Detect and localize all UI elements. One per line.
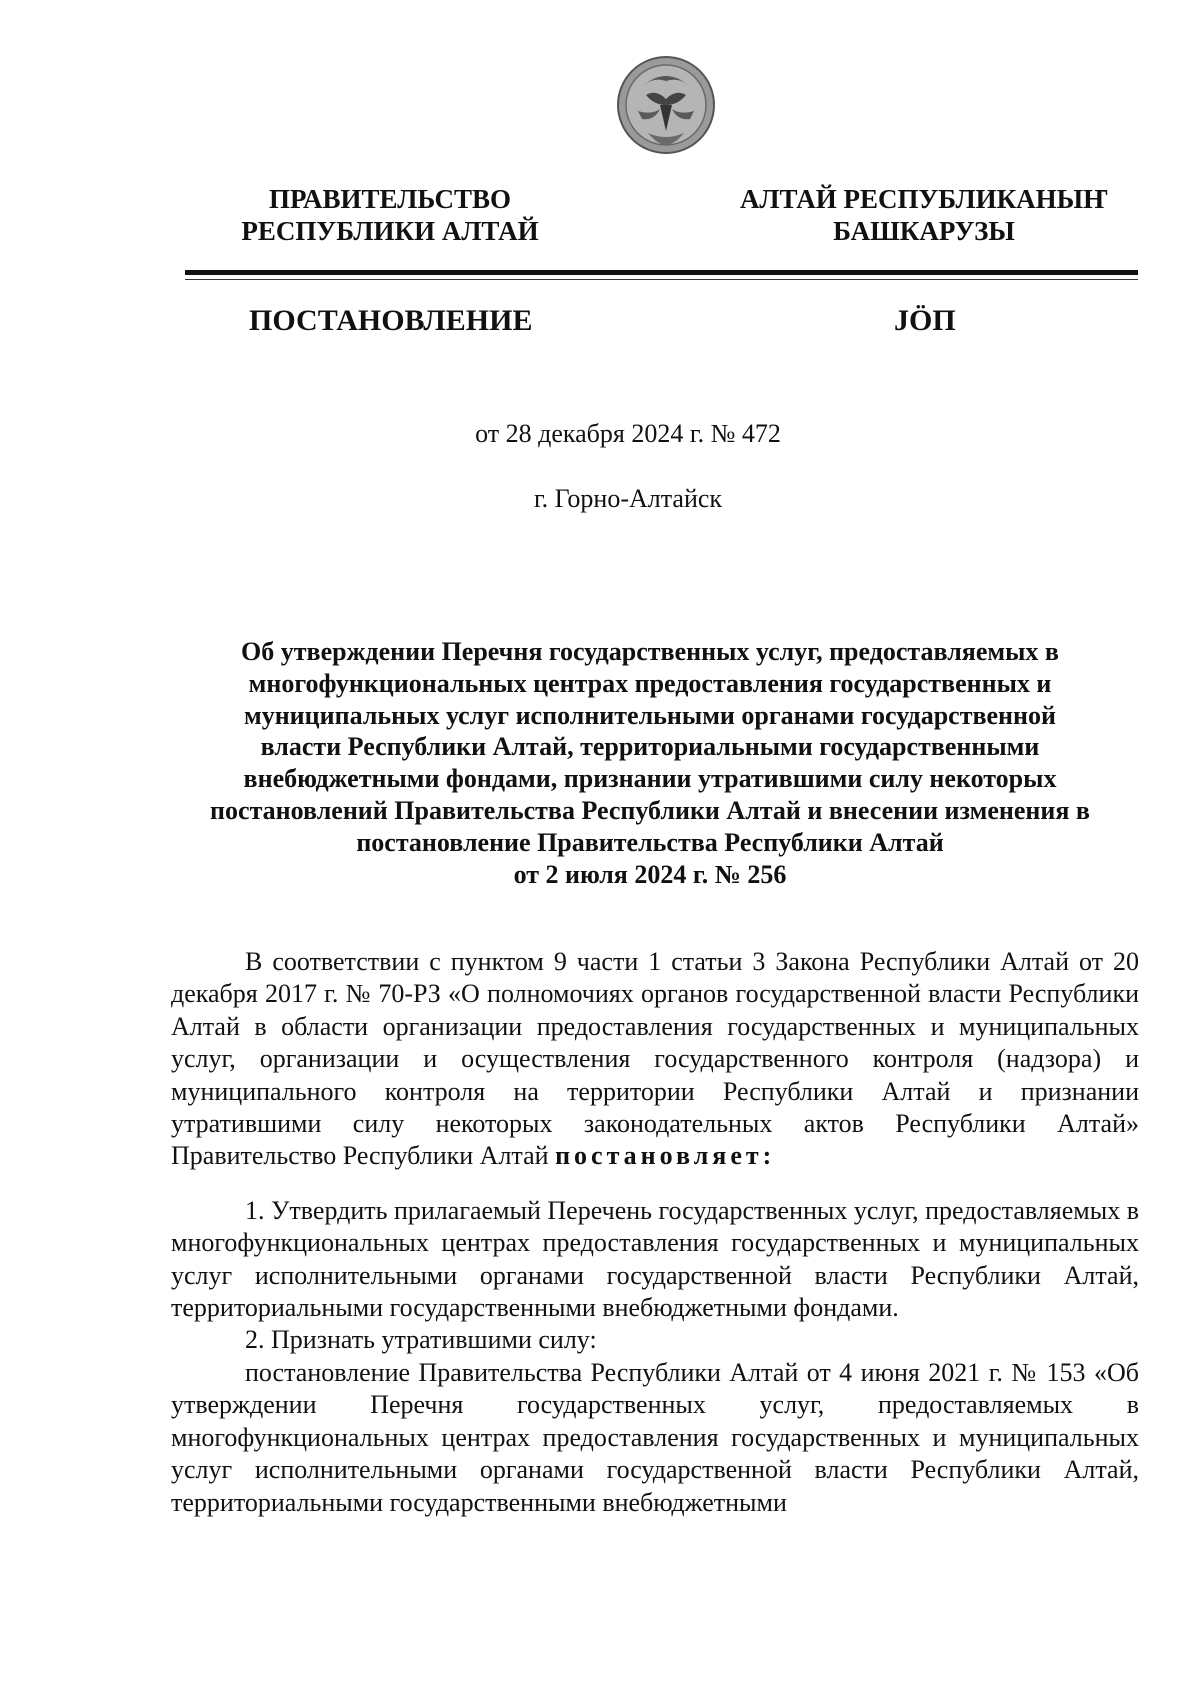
doc-type-altai: JÖП [894, 304, 956, 337]
repealed-act-paragraph: постановление Правительства Республики Алтай от 4 июня 2021 г. № 153 «Об утверждении Перечня государственных услуг, предоставляемых в многофункциональных центрах предоставления государственных и муниципальных услуг исполнительными органами государственной власти Республики Алтай, территориальными государственными внебюджетными [171, 1357, 1139, 1517]
header-right-line-2: БАШКАРУЗЫ [833, 216, 1015, 246]
government-name-altai [714, 183, 1134, 247]
header-right-line-1: АЛТАЙ РЕСПУБЛИКАНЫҤ [739, 184, 1109, 214]
title-line: Об утверждении Перечня государственных услуг, предоставляемых в [241, 637, 1059, 666]
government-name-russian [220, 183, 560, 247]
title-line: внебюджетными фондами, признании утратившими силу некоторых [243, 764, 1057, 794]
header-divider-thick [185, 270, 1138, 275]
title-line: постановление Правительства Республики Алтай [356, 827, 944, 857]
clause-1-paragraph: 1. Утвердить прилагаемый Перечень государственных услуг, предоставляемых в многофункциональных центрах предоставления государственных и муниципальных услуг исполнительными органами государственной власти Республики Алтай, территориальными государственными внебюджетными фондами. [171, 1195, 1139, 1323]
title-line: власти Республики Алтай, территориальными государственными [260, 732, 1040, 762]
resolves-keyword: постановляет: [555, 1141, 776, 1171]
header-left-line-2: РЕСПУБЛИКИ АЛТАЙ [241, 216, 539, 246]
document-date-number: от 28 декабря 2024 г. № 472 [475, 419, 781, 448]
title-line: муниципальных услуг исполнительными органами государственной [243, 700, 1057, 730]
document-title [170, 636, 1130, 890]
preamble-paragraph [171, 946, 1139, 1173]
document-body [171, 946, 1139, 1519]
title-line: многофункциональных центрах предоставления государственных и [248, 668, 1052, 698]
doc-type-russian: ПОСТАНОВЛЕНИЕ [249, 304, 533, 337]
preamble-text: В соответствии с пунктом 9 части 1 статьи 3 Закона Республики Алтай от 20 декабря 2017 г. № 70-РЗ «О полномочиях органов государственной власти Республики Алтай в области организации предоставления государственных и муниципальных услуг, организации и осуществления государственного контроля (надзора) и муниципального контроля на территории Республики Алтай и признании утратившими силу некоторых законодательных актов Республики Алтай» Правительство Республики Алтай [171, 947, 1139, 1171]
title-line: от 2 июля 2024 г. № 256 [513, 859, 787, 889]
document-city: г. Горно-Алтайск [533, 484, 723, 513]
clause-2-paragraph: 2. Признать утратившими силу: [245, 1325, 597, 1355]
coat-of-arms-icon [616, 55, 716, 155]
header-divider-thin [185, 279, 1138, 280]
title-line: постановлений Правительства Республики Алтай и внесении изменения в [210, 795, 1090, 825]
header-left-line-1: ПРАВИТЕЛЬСТВО [268, 184, 512, 214]
